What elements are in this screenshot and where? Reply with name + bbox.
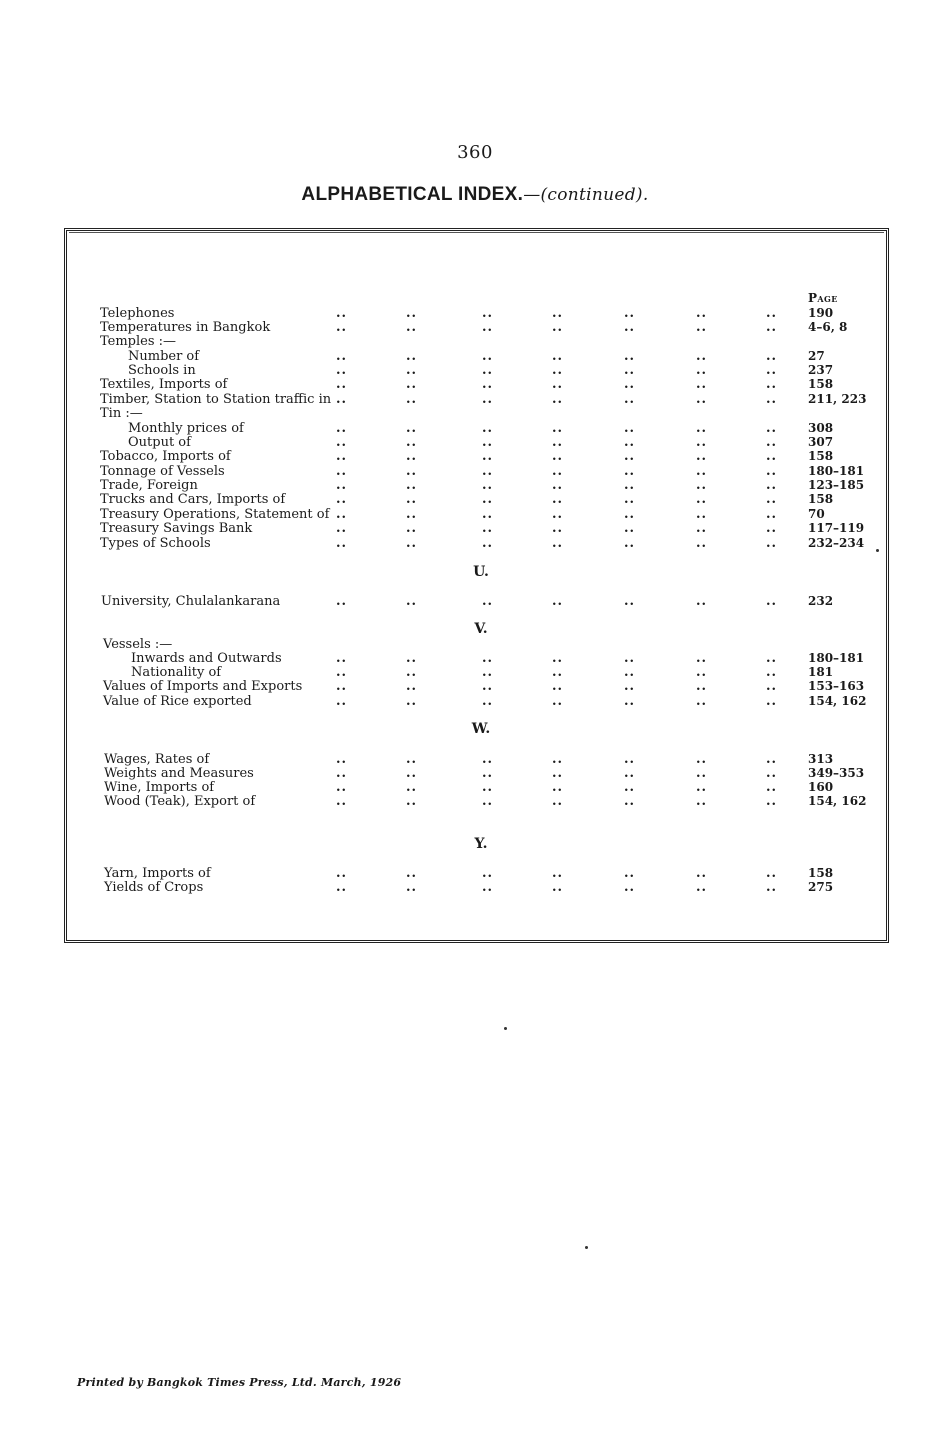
scan-speck (876, 549, 879, 552)
entry-page: 275 (808, 880, 834, 894)
entry-page: 180–181 (808, 651, 865, 665)
entry-label: Vessels :— (103, 637, 173, 652)
leader-dots: .. .. .. .. .. .. .. (336, 349, 778, 364)
entry-label: Treasury Savings Bank (100, 521, 253, 536)
leader-dots: .. .. .. .. .. .. .. (336, 665, 778, 680)
index-entry (0, 594, 950, 609)
entry-page: 154, 162 (808, 794, 867, 808)
leader-dots: .. .. .. .. .. .. .. (336, 507, 778, 522)
entry-page: 158 (808, 492, 834, 506)
leader-dots: .. .. .. .. .. .. .. (336, 392, 778, 407)
entry-label: Textiles, Imports of (100, 377, 228, 392)
entry-page: 313 (808, 752, 834, 766)
section-letter: U. (473, 564, 489, 580)
index-entry (0, 492, 950, 507)
index-entry (0, 334, 950, 349)
index-entry (0, 507, 950, 522)
index-entry (0, 521, 950, 536)
section-letter: W. (471, 721, 491, 737)
leader-dots: .. .. .. .. .. .. .. (336, 421, 778, 436)
entry-page: 117–119 (808, 521, 865, 535)
title-continued: —(continued). (523, 185, 649, 205)
entry-page: 190 (808, 306, 834, 320)
index-entry (0, 435, 950, 450)
index-entry (0, 449, 950, 464)
entry-label: University, Chulalankarana (101, 594, 281, 609)
entry-page: 160 (808, 780, 834, 794)
section-letter: V. (474, 621, 488, 637)
index-entry (0, 637, 950, 652)
page-number: 360 (457, 142, 493, 163)
entry-label: Tin :— (100, 406, 143, 421)
entry-label: Values of Imports and Exports (103, 679, 303, 694)
entry-label: Trucks and Cars, Imports of (100, 492, 286, 507)
leader-dots: .. .. .. .. .. .. .. (336, 320, 778, 335)
index-entry (0, 392, 950, 407)
entry-label: Temperatures in Bangkok (100, 320, 271, 335)
index-entry (0, 866, 950, 881)
index-entry (0, 478, 950, 493)
entry-page: 232 (808, 594, 834, 608)
entry-label: Treasury Operations, Statement of (100, 507, 330, 522)
entry-label: Wine, Imports of (104, 780, 215, 795)
entry-page: 154, 162 (808, 694, 867, 708)
index-entry (0, 363, 950, 378)
leader-dots: .. .. .. .. .. .. .. (336, 377, 778, 392)
leader-dots: .. .. .. .. .. .. .. (336, 679, 778, 694)
scan-speck (585, 1246, 588, 1249)
index-entry (0, 752, 950, 767)
entry-label: Telephones (100, 306, 175, 321)
leader-dots: .. .. .. .. .. .. .. (336, 766, 778, 781)
leader-dots: .. .. .. .. .. .. .. (336, 752, 778, 767)
entry-label: Tobacco, Imports of (100, 449, 231, 464)
printer-footer: Printed by Bangkok Times Press, Ltd. March, 1926 (77, 1376, 402, 1389)
leader-dots: .. .. .. .. .. .. .. (336, 694, 778, 709)
index-entry (0, 679, 950, 694)
leader-dots: .. .. .. .. .. .. .. (336, 435, 778, 450)
leader-dots: .. .. .. .. .. .. .. (336, 492, 778, 507)
entry-label: Tonnage of Vessels (100, 464, 225, 479)
entry-page: 181 (808, 665, 834, 679)
leader-dots: .. .. .. .. .. .. .. (336, 464, 778, 479)
entry-page: 307 (808, 435, 834, 449)
section-letter: Y. (474, 836, 488, 852)
entry-label: Weights and Measures (104, 766, 254, 781)
entry-page: 158 (808, 449, 834, 463)
entry-label: Schools in (128, 363, 196, 378)
index-entry (0, 349, 950, 364)
entry-page: 308 (808, 421, 834, 435)
index-entry (0, 794, 950, 809)
entry-page: 211, 223 (808, 392, 867, 406)
scan-speck (504, 1027, 507, 1030)
entry-label: Wages, Rates of (104, 752, 210, 767)
index-entry (0, 536, 950, 551)
leader-dots: .. .. .. .. .. .. .. (336, 651, 778, 666)
entry-page: 349–353 (808, 766, 865, 780)
index-entry (0, 665, 950, 680)
page-column-heading: Page (808, 291, 838, 305)
leader-dots: .. .. .. .. .. .. .. (336, 449, 778, 464)
entry-label: Yields of Crops (104, 880, 204, 895)
leader-dots: .. .. .. .. .. .. .. (336, 794, 778, 809)
index-entry (0, 694, 950, 709)
index-entry (0, 464, 950, 479)
leader-dots: .. .. .. .. .. .. .. (336, 363, 778, 378)
entry-label: Inwards and Outwards (131, 651, 282, 666)
leader-dots: .. .. .. .. .. .. .. (336, 594, 778, 609)
index-entry (0, 320, 950, 335)
leader-dots: .. .. .. .. .. .. .. (336, 536, 778, 551)
entry-label: Nationality of (131, 665, 222, 680)
leader-dots: .. .. .. .. .. .. .. (336, 306, 778, 321)
entry-label: Yarn, Imports of (104, 866, 211, 881)
entry-page: 153–163 (808, 679, 865, 693)
entry-label: Monthly prices of (128, 421, 244, 436)
leader-dots: .. .. .. .. .. .. .. (336, 880, 778, 895)
entry-label: Output of (128, 435, 191, 450)
index-entry (0, 780, 950, 795)
leader-dots: .. .. .. .. .. .. .. (336, 521, 778, 536)
entry-label: Wood (Teak), Export of (104, 794, 256, 809)
index-entry (0, 306, 950, 321)
leader-dots: .. .. .. .. .. .. .. (336, 866, 778, 881)
entry-page: 158 (808, 377, 834, 391)
entry-page: 123–185 (808, 478, 865, 492)
leader-dots: .. .. .. .. .. .. .. (336, 478, 778, 493)
page-title (0, 184, 950, 206)
entry-page: 70 (808, 507, 825, 521)
index-entry (0, 880, 950, 895)
entry-page: 180–181 (808, 464, 865, 478)
entry-label: Trade, Foreign (100, 478, 198, 493)
entry-label: Temples :— (100, 334, 177, 349)
index-entry (0, 421, 950, 436)
entry-label: Types of Schools (100, 536, 211, 551)
title-main: ALPHABETICAL INDEX. (301, 184, 524, 205)
entry-label: Timber, Station to Station traffic in (100, 392, 332, 407)
entry-label: Number of (128, 349, 200, 364)
entry-page: 158 (808, 866, 834, 880)
index-entry (0, 406, 950, 421)
index-entry (0, 651, 950, 666)
leader-dots: .. .. .. .. .. .. .. (336, 780, 778, 795)
entry-page: 4–6, 8 (808, 320, 848, 334)
index-entry (0, 377, 950, 392)
entry-page: 237 (808, 363, 834, 377)
entry-page: 27 (808, 349, 825, 363)
entry-page: 232–234 (808, 536, 865, 550)
index-entry (0, 766, 950, 781)
entry-label: Value of Rice exported (103, 694, 252, 709)
